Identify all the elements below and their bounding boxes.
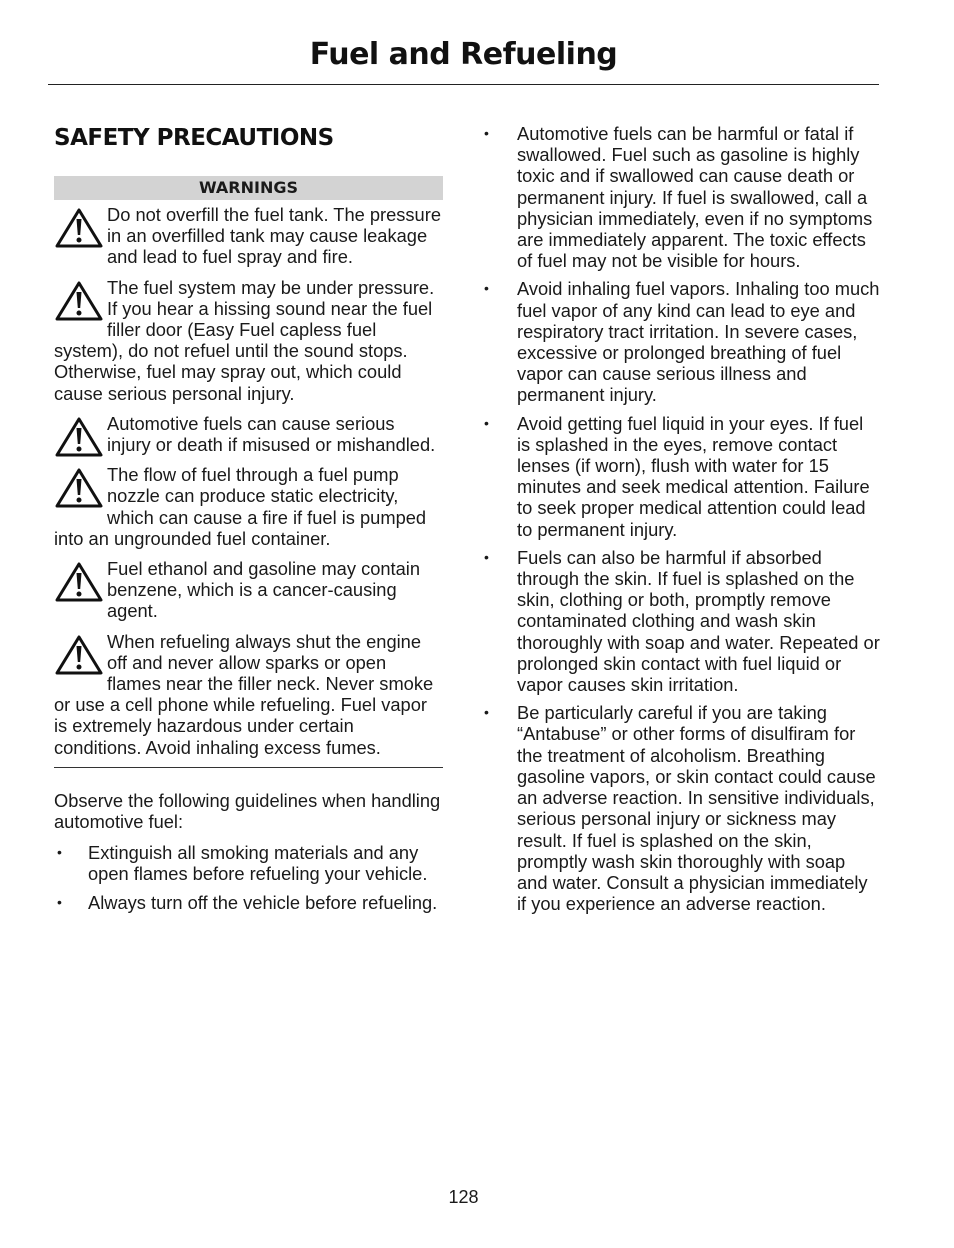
warning-triangle-icon: [54, 466, 104, 508]
warnings-header: WARNINGS: [54, 176, 443, 200]
warning-item: [54, 277, 443, 404]
bullet-icon: •: [484, 704, 489, 721]
warning-triangle-icon: [54, 415, 104, 457]
list-item: [480, 278, 880, 405]
list-item-text: Extinguish all smoking materials and any open flames before refueling your vehicle.: [88, 842, 428, 885]
page-number: 128: [448, 1187, 479, 1207]
warning-triangle-icon: [54, 279, 104, 321]
warnings-divider: [54, 767, 443, 768]
list-item-text: Avoid inhaling fuel vapors. Inhaling too much fuel vapor of any kind can lead to eye and respiratory tract irritation. In severe cases, excessive or prolonged breathing of fuel vapor can cause serious illness and permanent injury.: [517, 278, 880, 406]
warning-item: [54, 631, 443, 758]
page-header: [48, 32, 879, 85]
warning-triangle-icon: [54, 560, 104, 602]
left-bullet-list: [54, 842, 443, 913]
warning-text: Do not overfill the fuel tank. The pressure in an overfilled tank may cause leakage and lead to fuel spray and fire.: [107, 204, 441, 268]
warning-text: Automotive fuels can cause serious injury or death if misused or mishandled.: [107, 412, 436, 456]
bullet-icon: •: [484, 414, 489, 431]
warning-item: [54, 558, 443, 622]
list-item: [480, 547, 880, 695]
left-column: [54, 122, 443, 920]
bullet-icon: •: [57, 893, 62, 910]
list-item: [480, 123, 880, 271]
warnings-list: [54, 204, 443, 758]
warning-text: The flow of fuel through a fuel pump nozzle can produce static electricity, which can cause a fire if fuel is pumped into an ungrounded fuel container.: [54, 464, 427, 549]
warning-text: When refueling always shut the engine off and never allow sparks or open flames near the filler neck. Never smoke or use a cell phone while refueling. Fuel vapor is extremely hazardous under certain conditions. Avoid inhaling excess fumes.: [54, 630, 434, 758]
list-item: [54, 892, 443, 913]
right-bullet-list: [480, 123, 880, 914]
list-item-text: Fuels can also be harmful if absorbed through the skin. If fuel is splashed on the skin, clothing or both, promptly remove contaminated clothing and wash skin thoroughly with soap and water. Repeated or prolonged skin contact with fuel liquid or vapor causes skin irritation.: [517, 546, 880, 696]
list-item-text: Avoid getting fuel liquid in your eyes. If fuel is splashed in the eyes, remove contact lenses (if worn), flush with water for 15 minutes and seek medical attention. Failure to seek proper medical attention could lead to permanent injury.: [517, 412, 870, 540]
warning-triangle-icon: [54, 206, 104, 248]
bullet-icon: •: [484, 548, 489, 565]
warning-item: [54, 204, 443, 268]
bullet-icon: •: [484, 280, 489, 297]
list-item-text: Automotive fuels can be harmful or fatal if swallowed. Fuel such as gasoline is highly toxic and if swallowed can cause death or permanent injury. If fuel is swallowed, call a physician immediately, even if no symptoms are immediately apparent. The toxic effects of fuel may not be visible for hours.: [517, 123, 873, 272]
list-item: [480, 702, 880, 914]
warning-item: [54, 413, 443, 455]
warning-triangle-icon: [54, 633, 104, 675]
warning-item: [54, 464, 443, 549]
list-item: [480, 413, 880, 540]
bullet-icon: •: [484, 125, 489, 141]
list-item: [54, 842, 443, 884]
bullet-icon: •: [57, 844, 62, 861]
list-item-text: Be particularly careful if you are taking “Antabuse” or other forms of disulfiram for the treatment of alcoholism. Breathing gasoline vapors, or skin contact could cause an adverse reaction. In sensitive individuals, serious personal injury or sickness may result. If fuel is splashed on the skin, promptly wash skin thoroughly with soap and water. Consult a physician immediately if you experience an adverse reaction.: [517, 702, 876, 915]
warning-text: The fuel system may be under pressure. If you hear a hissing sound near the fuel filler door (Easy Fuel capless fuel system), do not refuel until the sound stops. Otherwise, fuel may spray out, which could cause serious personal injury.: [54, 276, 435, 404]
section-title: SAFETY PRECAUTIONS: [54, 125, 334, 151]
right-column: [480, 123, 880, 921]
intro-paragraph: Observe the following guidelines when handling automotive fuel:: [54, 789, 441, 833]
warning-text: Fuel ethanol and gasoline may contain benzene, which is a cancer-causing agent.: [107, 558, 421, 622]
list-item-text: Always turn off the vehicle before refueling.: [88, 891, 438, 913]
page-title: Fuel and Refueling: [309, 37, 618, 72]
